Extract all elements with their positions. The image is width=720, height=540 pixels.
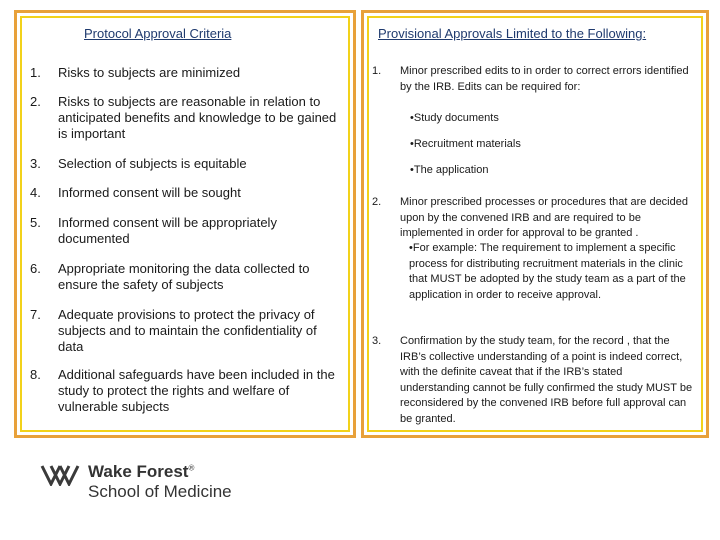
provisional-item: Minor prescribed processes or procedures that are decided upon by the convened IRB and are required to be implemented in order for approval to be granted . (400, 196, 688, 239)
provisional-number: 3. (372, 335, 382, 347)
criteria-number: 2. (30, 94, 41, 109)
criteria-item: Risks to subjects are minimized (58, 65, 241, 80)
logo-line-1 (88, 462, 194, 482)
criteria-item: Informed consent will be appropriately documented (58, 215, 277, 246)
criteria-item: Selection of subjects is equitable (58, 156, 247, 171)
criteria-item: Additional safeguards have been included in the study to protect the rights and welfare of vulnerable subjects (58, 367, 335, 414)
provisional-number: 1. (372, 65, 382, 77)
criteria-number: 3. (30, 156, 41, 171)
criteria-number: 6. (30, 261, 41, 276)
criteria-number: 4. (30, 185, 41, 200)
criteria-number: 5. (30, 215, 41, 230)
wake-forest-logo (40, 462, 260, 512)
registered-mark: ® (188, 463, 195, 473)
logo-line-1-text: Wake Forest (88, 462, 189, 481)
sub-bullet: •Recruitment materials (410, 138, 521, 150)
sub-bullet-text: The application (413, 164, 489, 176)
provisional-number: 2. (372, 196, 382, 208)
criteria-number: 1. (30, 65, 41, 80)
criteria-item: Informed consent will be sought (58, 185, 241, 200)
logo-line-2: School of Medicine (88, 482, 232, 501)
criteria-item: Appropriate monitoring the data collected to ensure the safety of subjects (58, 261, 310, 292)
logo-mark-icon (40, 464, 82, 486)
sub-bullet: •Study documents (410, 112, 499, 124)
criteria-item: Risks to subjects are reasonable in relation to anticipated benefits and knowledge to be gained is important (58, 94, 337, 141)
right-panel-title: Provisional Approvals Limited to the Following: (378, 26, 647, 41)
sub-bullet: •The application (410, 164, 489, 176)
provisional-item: Confirmation by the study team, for the record , that the IRB’s collective understanding of a point is indeed correct, with the definite caveat that if the IRB’s stated understanding cannot be fully confirmed the study MUST be reconsidered by the convened IRB before full approval can be granted. (400, 335, 693, 425)
sub-bullet-text: Study documents (413, 112, 499, 124)
example-text: For example: The requirement to implement a specific process for distributing recruitment materials in the clinic that MUST be adopted by the study team as a part of the application in order to receive approval. (409, 242, 686, 301)
criteria-number: 8. (30, 367, 41, 382)
criteria-item: Adequate provisions to protect the privacy of subjects and to maintain the confidentiality of data (58, 307, 317, 354)
example-note: •For example: The requirement to implement a specific process for distributing recruitment materials in the clinic that MUST be adopted by the study team as a part of the application in order to receive approval. (409, 242, 686, 301)
sub-bullet-text: Recruitment materials (413, 138, 521, 150)
left-panel-title: Protocol Approval Criteria (84, 26, 232, 41)
criteria-number: 7. (30, 307, 41, 322)
provisional-item: Minor prescribed edits to in order to correct errors identified by the IRB. Edits can be required for: (400, 65, 689, 93)
